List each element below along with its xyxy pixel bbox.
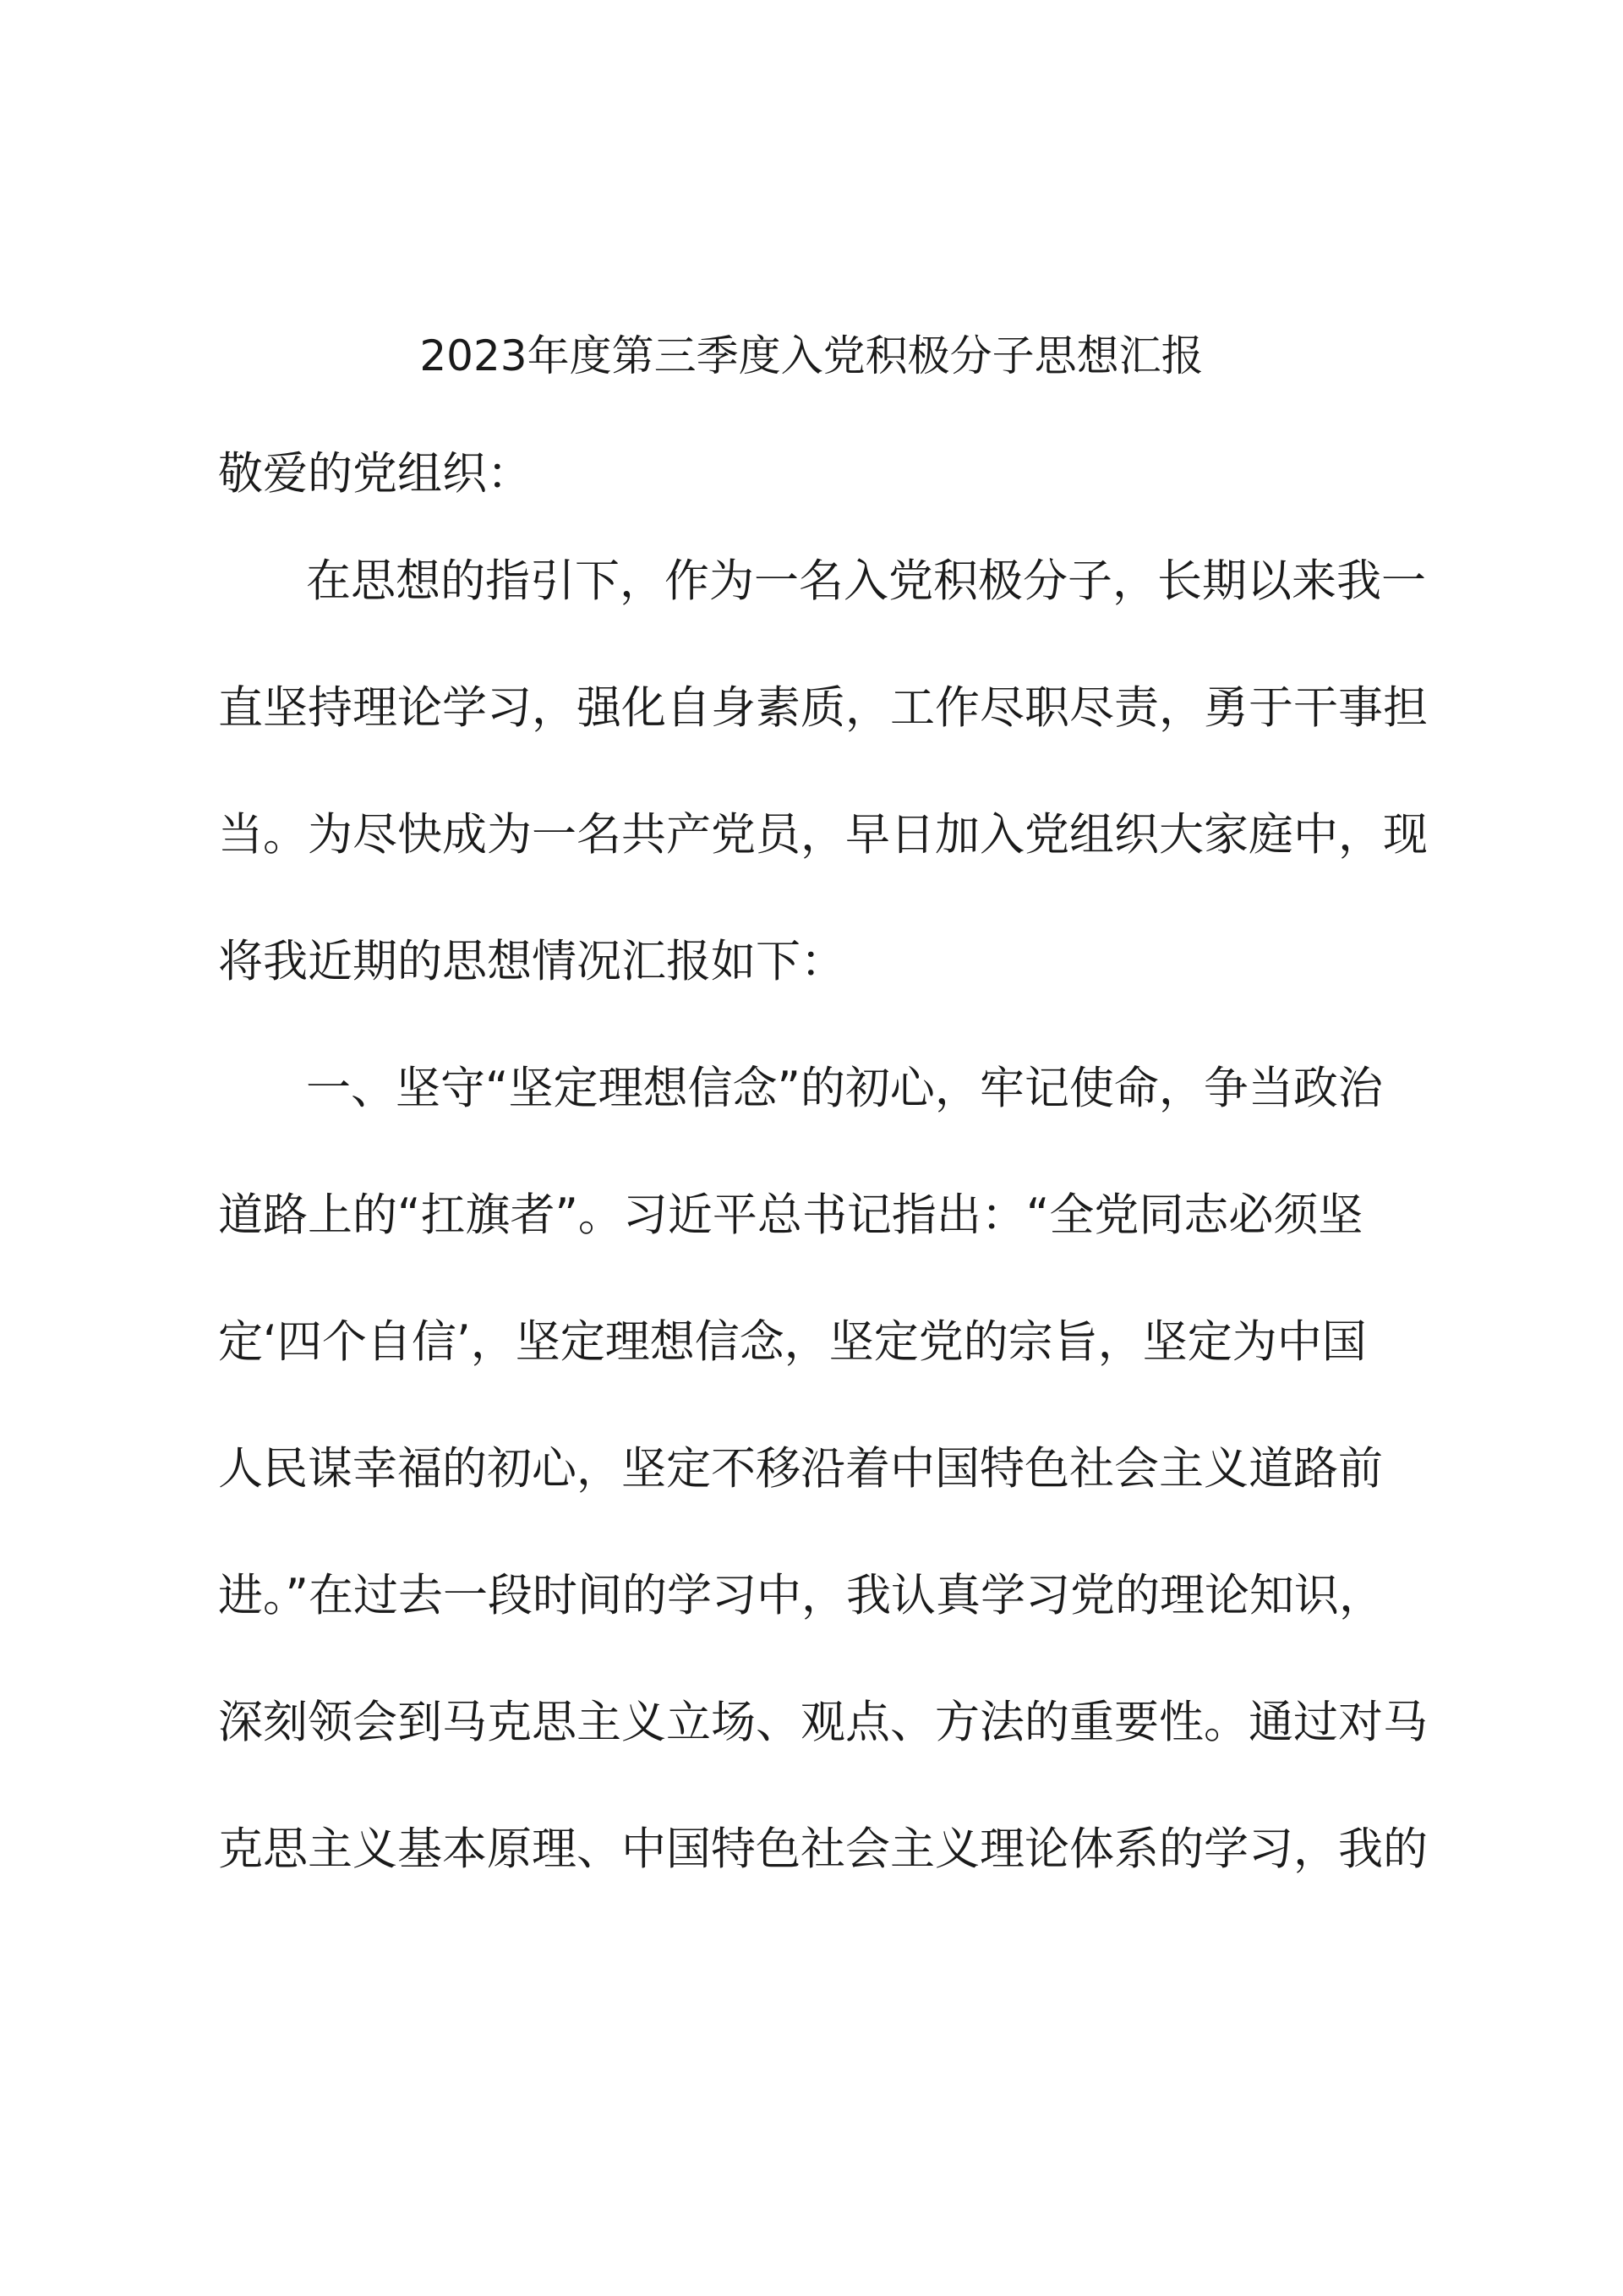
- body-line: 当。为尽快成为一名共产党员，早日加入党组织大家庭中，现: [218, 809, 1428, 861]
- body-line: 在思想的指引下，作为一名入党积极分子，长期以来我一: [306, 555, 1426, 607]
- body-line: 一、坚守“坚定理想信念”的初心，牢记使命，争当政治: [306, 1063, 1383, 1114]
- body-line: 道路上的“扛旗者”。习近平总书记指出：“全党同志必须坚: [218, 1189, 1363, 1241]
- document-title: 2023年度第三季度入党积极分子思想汇报: [419, 331, 1204, 380]
- body-line: 定‘四个自信’，坚定理想信念，坚定党的宗旨，坚定为中国: [218, 1316, 1367, 1368]
- body-line: 深刻领会到马克思主义立场、观点、方法的重要性。通过对马: [218, 1697, 1428, 1748]
- body-line: 直坚持理论学习，强化自身素质，工作尽职尽责，勇于干事担: [218, 682, 1428, 734]
- body-line: 人民谋幸福的初心，坚定不移沿着中国特色社会主义道路前: [218, 1443, 1383, 1495]
- body-line: 进。”在过去一段时间的学习中，我认真学习党的理论知识，: [218, 1570, 1384, 1621]
- body-line: 克思主义基本原理、中国特色社会主义理论体系的学习，我的: [218, 1823, 1428, 1875]
- salutation: 敬爱的党组织：: [218, 448, 532, 500]
- body-line: 将我近期的思想情况汇报如下：: [218, 936, 845, 987]
